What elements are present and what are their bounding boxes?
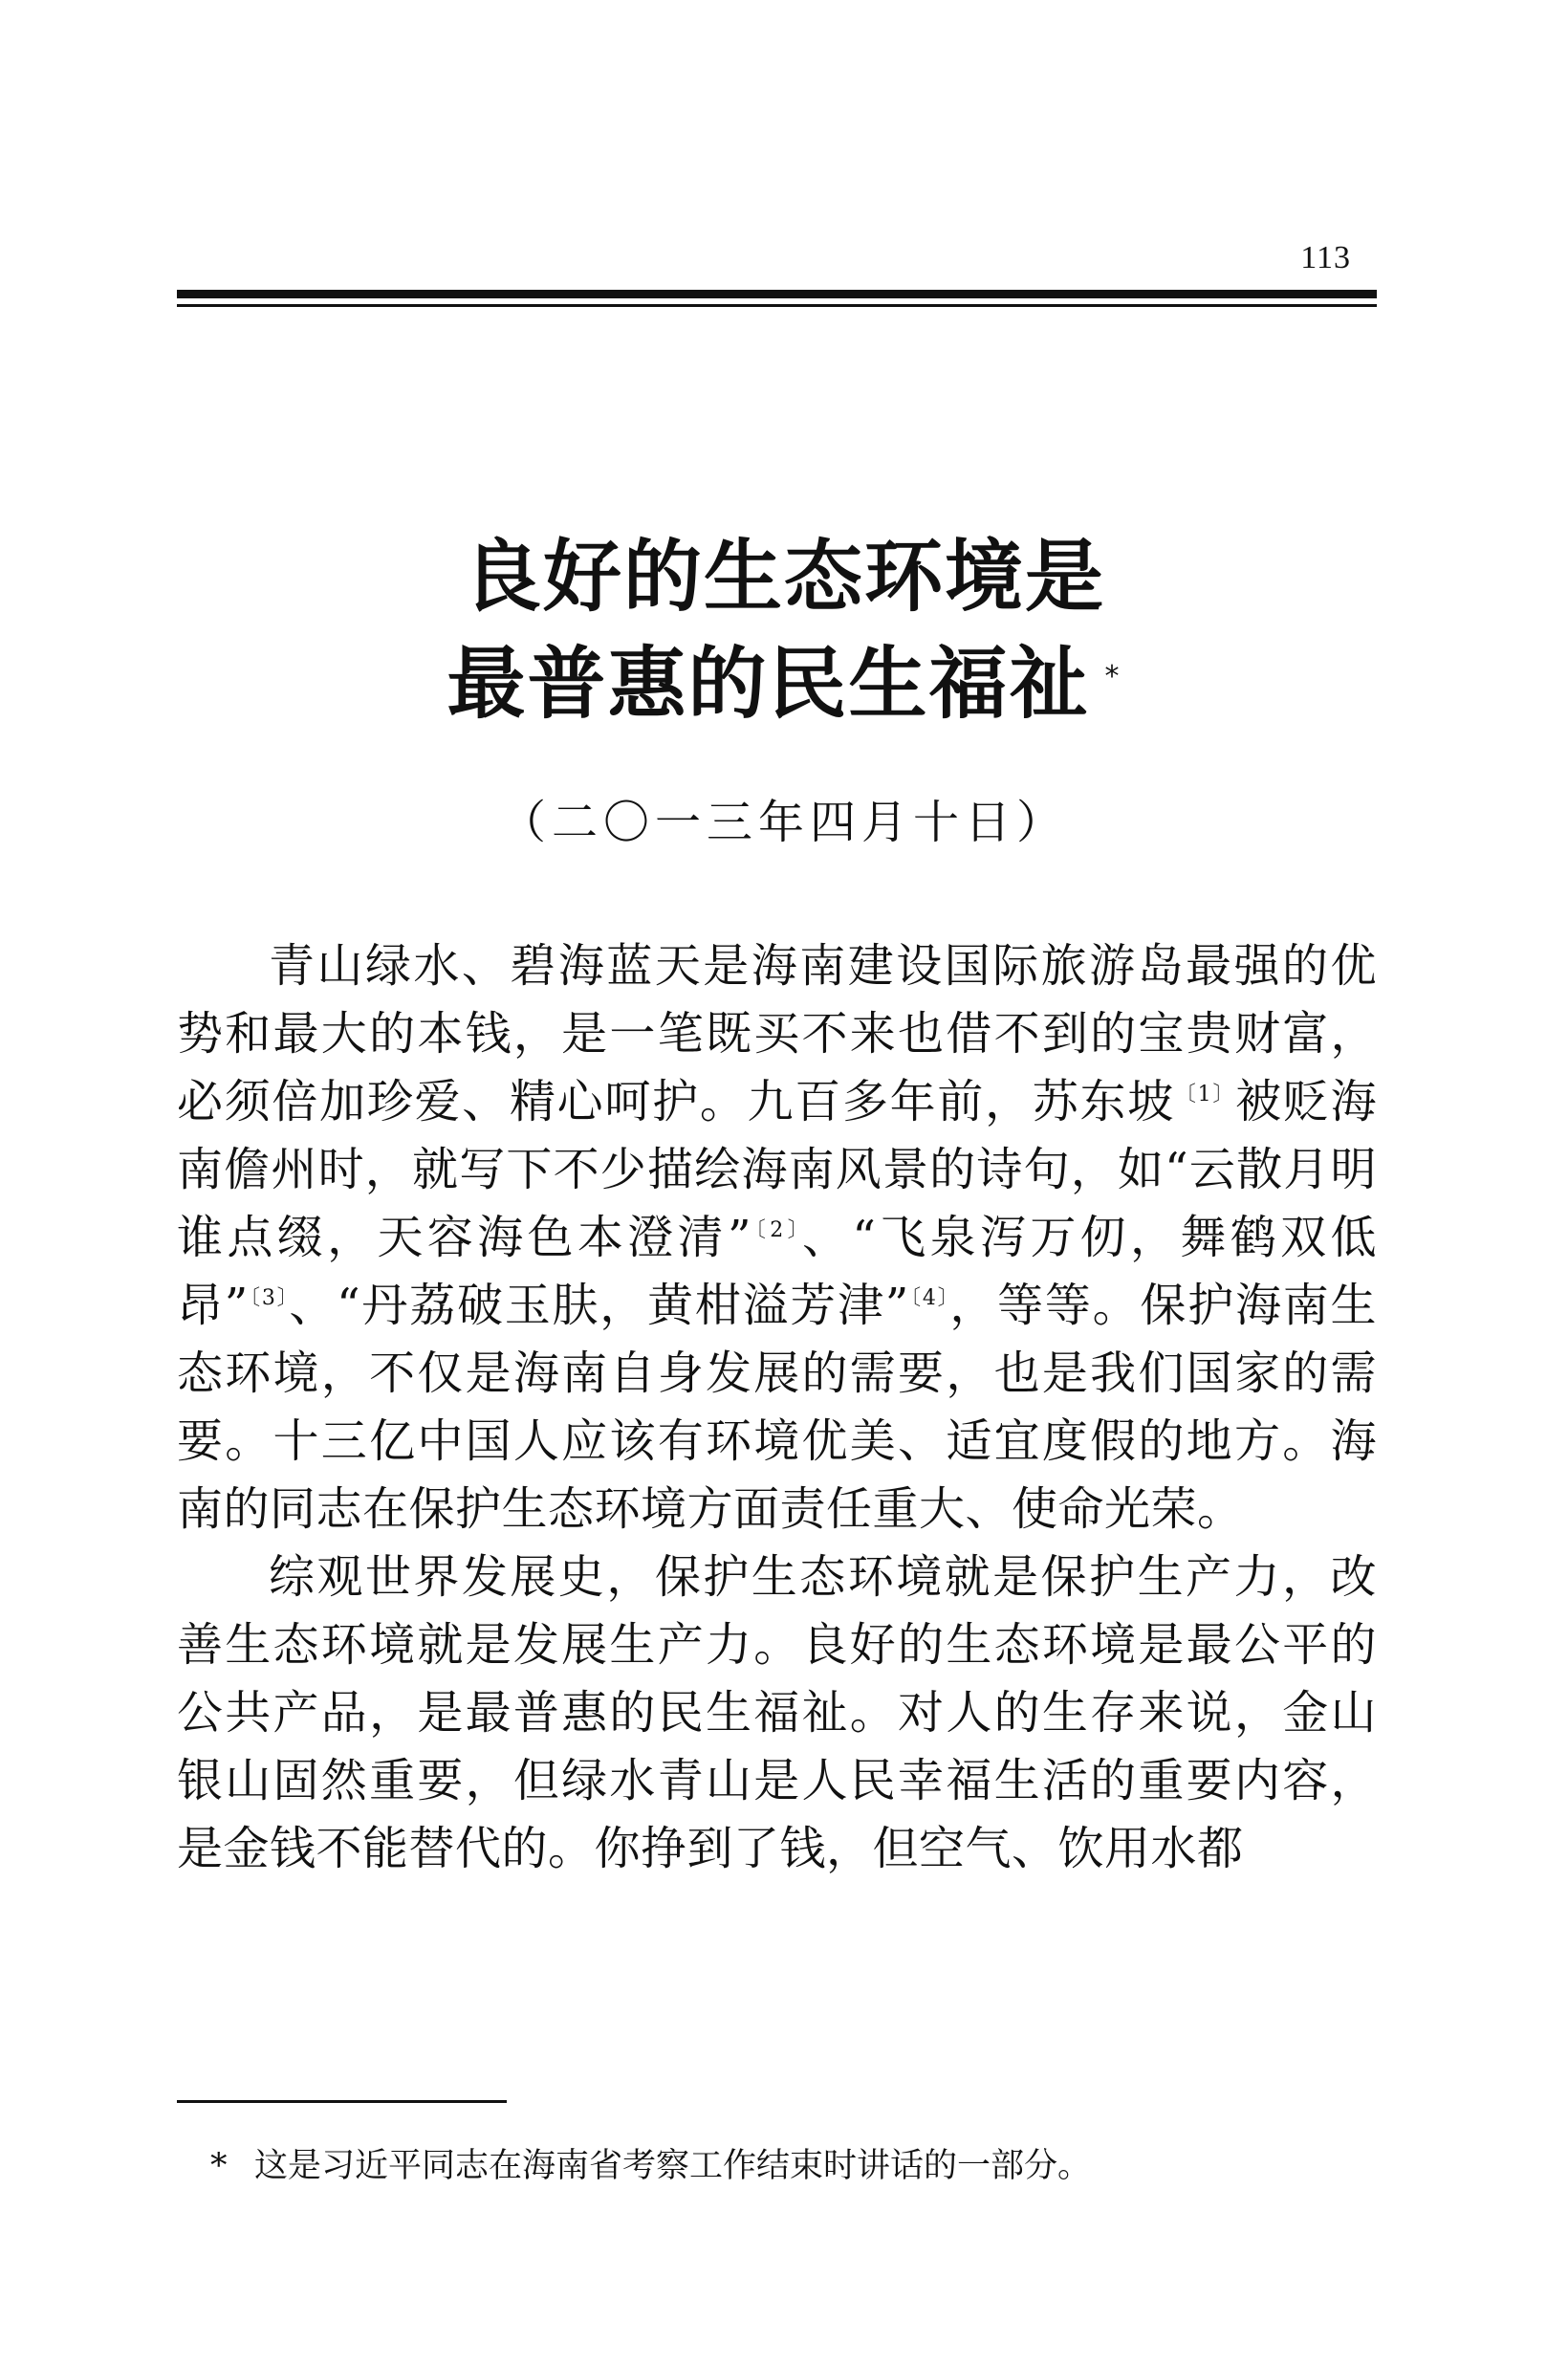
- title-footnote-marker: *: [1104, 660, 1122, 693]
- note-ref-2: 〔2〕: [751, 1218, 802, 1242]
- article-body: [177, 932, 1377, 1883]
- date-line: （二〇一三年四月十日）: [499, 796, 1068, 849]
- footnote-rule: [177, 2100, 507, 2103]
- paragraph-1-text-5: ，等等。保护海南生态环境，不仅是海南自身发展的需要，也是我们国家的需要。十三亿中国人应该有环境优美、适宜度假的地方。海南的同志在保护生态环境方面责任重大、使命光荣。: [177, 1279, 1377, 1536]
- paragraph-1-text-4: 、“丹荔破玉肤，黄柑溢芳津”: [289, 1279, 909, 1332]
- footnote-marker: *: [210, 2147, 228, 2185]
- note-ref-4: 〔4〕: [908, 1286, 950, 1310]
- title-line-1: 良好的生态环境是: [462, 532, 1105, 623]
- title-line-2-text: 最普惠的民生福祉: [446, 639, 1090, 730]
- paragraph-2: 综观世界发展史，保护生态环境就是保护生产力，改善生态环境就是发展生产力。良好的生态环境是最公平的公共产品，是最普惠的民生福祉。对人的生存来说，金山银山固然重要，但绿水青山是人民幸福生活的重要内容，是金钱不能替代的。你挣到了钱，但空气、饮用水都: [177, 1550, 1377, 1875]
- footnote-text: 这是习近平同志在海南省考察工作结束时讲话的一部分。: [254, 2147, 1092, 2185]
- paragraph-1: [177, 932, 1377, 1544]
- paragraph-1-text-2: 被贬海南儋州时，就写下不少描绘海南风景的诗句，如“云散月明谁点缀，天容海色本澄清”: [177, 1075, 1377, 1264]
- paragraph-1-text-3: 、“飞泉泻万仞，舞鹤双低昂”: [177, 1211, 1378, 1332]
- header-rule-thin: [177, 304, 1377, 307]
- paragraph-1-text-1: 青山绿水、碧海蓝天是海南建设国际旅游岛最强的优势和最大的本钱，是一笔既买不来也借不到的宝贵财富，必须倍加珍爱、精心呵护。九百多年前，苏东坡: [177, 939, 1377, 1128]
- title-line-2: [0, 631, 1568, 738]
- note-ref-3: 〔3〕: [248, 1286, 290, 1310]
- footnote: [210, 2145, 1091, 2187]
- article-title: [0, 524, 1568, 738]
- note-ref-1: 〔1〕: [1174, 1083, 1236, 1106]
- page-number: 113: [1300, 240, 1351, 275]
- header-rule-thick: [177, 290, 1377, 298]
